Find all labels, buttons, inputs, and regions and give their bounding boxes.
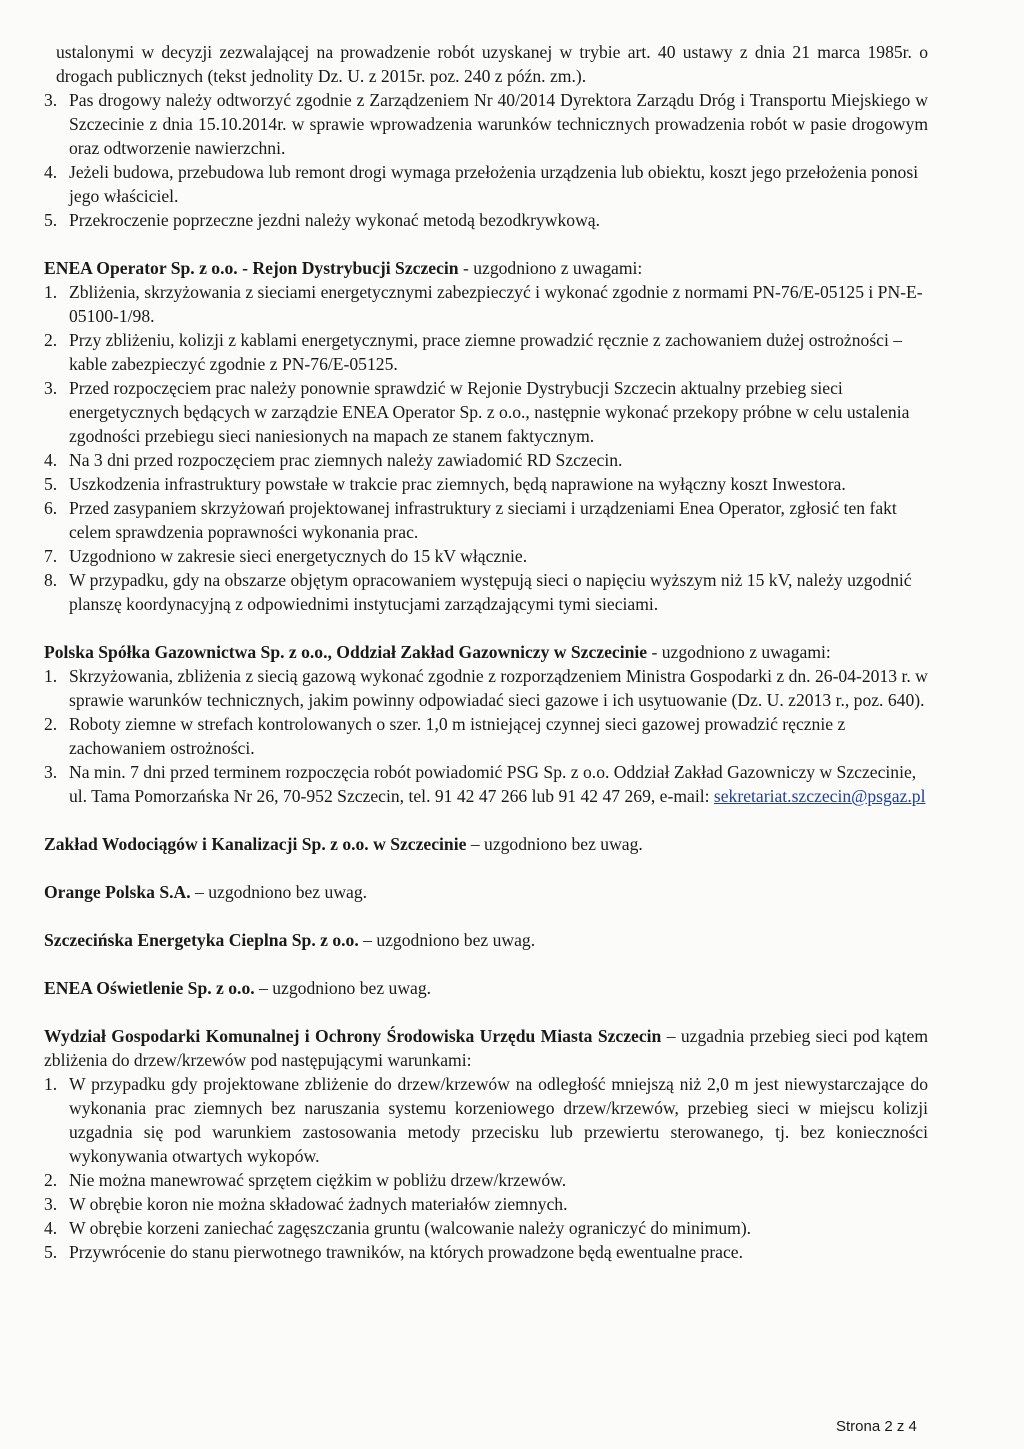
list-item (44, 1072, 928, 1168)
list-item (44, 448, 928, 472)
institution-name: Zakład Wodociągów i Kanalizacji Sp. z o.o. w Szczecinie (44, 834, 467, 854)
item-text: Przy zbliżeniu, kolizji z kablami energetycznymi, prace ziemne prowadzić ręcznie z zachowaniem dużej ostrożności – kable zabezpieczyć zgodnie z PN-76/E-05125. (69, 330, 903, 374)
list-item (44, 544, 928, 568)
item-text: W przypadku gdy projektowane zbliżenie do drzew/krzewów na odległość mniejszą niż 2,0 m jest niewystarczające do wykonania prac ziemnych bez naruszania systemu korzeniowego drzew/krzewów, przebieg sieci w miejscu kolizji uzgadnia się pod warunkiem zastosowania metody przecisku lub przewiertu sterowanego, tj. bez konieczności wykonywania otwartych wykopów. (69, 1074, 928, 1166)
list-item (44, 1240, 928, 1264)
email-link[interactable]: sekretariat.szczecin@psgaz.pl (713, 786, 926, 806)
list-item (44, 496, 928, 544)
intro-continuation: ustalonymi w decyzji zezwalającej na prowadzenie robót uzyskanej w trybie art. 40 ustawy z dnia 21 marca 1985r. o drogach publicznych (tekst jednolity Dz. U. z 2015r. poz. 240 z późn. zm.). (56, 42, 928, 86)
item-number: 1. (44, 1074, 58, 1094)
item-text: Przed rozpoczęciem prac należy ponownie sprawdzić w Rejonie Dystrybucji Szczecin aktualny przebieg sieci energetycznych będących w zarządzie ENEA Operator Sp. z o.o., następnie wykonać przekopy próbne w celu ustalenia zgodności przebiegu sieci naniesionych na mapach ze stanem faktycznym. (69, 378, 910, 446)
enea-operator-section (44, 256, 928, 616)
item-number: 3. (44, 378, 58, 398)
item-number: 1. (44, 282, 58, 302)
section-heading (44, 256, 928, 280)
item-number: 2. (44, 714, 58, 734)
item-text: W obrębie koron nie można składować żadnych materiałów ziemnych. (69, 1194, 568, 1214)
entry-enea-oswietlenie (44, 976, 928, 1000)
list-item (44, 568, 928, 616)
item-number: 4. (44, 162, 58, 182)
item-text: W obrębie korzeni zaniechać zagęszczania gruntu (walcowanie należy ograniczyć do minimum). (69, 1218, 752, 1238)
list-item (44, 472, 928, 496)
item-text: W przypadku, gdy na obszarze objętym opracowaniem występują sieci o napięciu wyższym niż 15 kV, należy uzgodnić planszę koordynacyjną z odpowiednimi instytucjami zarządzającymi tymi sieciami. (69, 570, 912, 614)
list-item (44, 328, 928, 376)
item-text: Nie można manewrować sprzętem ciężkim w pobliżu drzew/krzewów. (69, 1170, 567, 1190)
approval-status: - uzgodniono z uwagami: (647, 642, 831, 662)
wgk-section (44, 1024, 928, 1264)
list-item (44, 664, 928, 712)
item-text: Przed zasypaniem skrzyżowań projektowanej infrastruktury z sieciami i urządzeniami Enea Operator, zgłosić ten fakt celem sprawdzenia poprawności wykonania prac. (69, 498, 897, 542)
item-number: 3. (44, 90, 58, 110)
list-item (44, 760, 928, 808)
list-item (44, 280, 928, 328)
institution-name: ENEA Operator Sp. z o.o. - Rejon Dystrybucji Szczecin (44, 258, 459, 278)
item-text: Przywrócenie do stanu pierwotnego trawników, na których prowadzone będą ewentualne prace. (69, 1242, 744, 1262)
item-number: 5. (44, 1242, 58, 1262)
entry-zwik (44, 832, 928, 856)
entry-orange (44, 880, 928, 904)
approval-status: – uzgodniono bez uwag. (358, 930, 536, 950)
institution-name: Wydział Gospodarki Komunalnej i Ochrony Środowiska Urzędu Miasta Szczecin (44, 1026, 662, 1046)
institution-name: Szczecińska Energetyka Cieplna Sp. z o.o. (44, 930, 359, 950)
approval-status: – uzgodniono bez uwag. (466, 834, 643, 854)
entry-sec (44, 928, 928, 952)
approval-status: – uzgadnia przebieg sieci pod kątem zbliżenia do drzew/krzewów pod następującymi warunkami: (44, 1026, 929, 1070)
item-number: 8. (44, 570, 58, 590)
page-number: Strona 2 z 4 (836, 1418, 917, 1435)
intro-section (44, 40, 928, 232)
list-item (44, 208, 928, 232)
list-item (44, 376, 928, 448)
item-text: Uzgodniono w zakresie sieci energetycznych do 15 kV włącznie. (69, 546, 528, 566)
list-item (44, 88, 928, 160)
item-text: Uszkodzenia infrastruktury powstałe w trakcie prac ziemnych, będą naprawione na wyłączny koszt Inwestora. (69, 474, 846, 494)
item-text: Pas drogowy należy odtworzyć zgodnie z Zarządzeniem Nr 40/2014 Dyrektora Zarządu Dróg i Transportu Miejskiego w Szczecinie z dnia 15.10.2014r. w sprawie wprowadzenia warunków technicznych prowadzenia robót w pasie drogowym oraz odtworzenie nawierzchni. (69, 90, 928, 158)
item-text: Skrzyżowania, zbliżenia z siecią gazową wykonać zgodnie z rozporządzeniem Ministra Gospodarki z dn. 26-04-2013 r. w sprawie warunków technicznych, jakim powinny odpowiadać sieci gazowe i ich usytuowanie (Dz. U. z2013 r., poz. 640). (69, 666, 928, 710)
item-text: Przekroczenie poprzeczne jezdni należy wykonać metodą bezodkrywkową. (69, 210, 600, 230)
list-item (44, 1192, 928, 1216)
item-number: 2. (44, 330, 58, 350)
item-text: Zbliżenia, skrzyżowania z sieciami energetycznymi zabezpieczyć i wykonać zgodnie z normami PN-76/E-05125 i PN-E-05100-1/98. (69, 282, 923, 326)
psg-section (44, 640, 928, 808)
approval-status: - uzgodniono z uwagami: (458, 258, 643, 278)
item-number: 3. (44, 762, 58, 782)
institution-name: Orange Polska S.A. (44, 882, 191, 902)
item-text: Roboty ziemne w strefach kontrolowanych o szer. 1,0 m istniejącej czynnej sieci gazowej prowadzić ręcznie z zachowaniem ostrożności. (69, 714, 846, 758)
item-text (69, 760, 928, 808)
item-number: 3. (44, 1194, 58, 1214)
list-item (44, 1168, 928, 1192)
section-heading (44, 640, 928, 664)
item-text: Jeżeli budowa, przebudowa lub remont drogi wymaga przełożenia urządzenia lub obiektu, koszt jego przełożenia ponosi jego właściciel. (69, 162, 919, 206)
list-item (44, 712, 928, 760)
list-item (44, 160, 928, 208)
institution-name: ENEA Oświetlenie Sp. z o.o. (44, 978, 255, 998)
item-number: 5. (44, 210, 58, 230)
item-number: 4. (44, 450, 58, 470)
list-item (44, 1216, 928, 1240)
item-number: 5. (44, 474, 58, 494)
approval-status: – uzgodniono bez uwag. (254, 978, 432, 998)
document-body (44, 40, 928, 1264)
approval-status: – uzgodniono bez uwag. (190, 882, 368, 902)
item-text-body: Na min. 7 dni przed terminem rozpoczęcia robót powiadomić PSG Sp. z o.o. Oddział Zakład Gazowniczy w Szczecinie, ul. Tama Pomorzańska Nr 26, 70-952 Szczecin, tel. 91 42 47 266 lub 91 42 47 269, e-mail: (69, 762, 917, 806)
item-text: Na 3 dni przed rozpoczęciem prac ziemnych należy zawiadomić RD Szczecin. (69, 450, 623, 470)
item-number: 2. (44, 1170, 58, 1190)
item-number: 1. (44, 666, 58, 686)
section-heading (44, 1024, 928, 1072)
institution-name: Polska Spółka Gazownictwa Sp. z o.o., Oddział Zakład Gazowniczy w Szczecinie (44, 642, 648, 662)
item-number: 6. (44, 498, 58, 518)
item-number: 7. (44, 546, 58, 566)
item-number: 4. (44, 1218, 58, 1238)
